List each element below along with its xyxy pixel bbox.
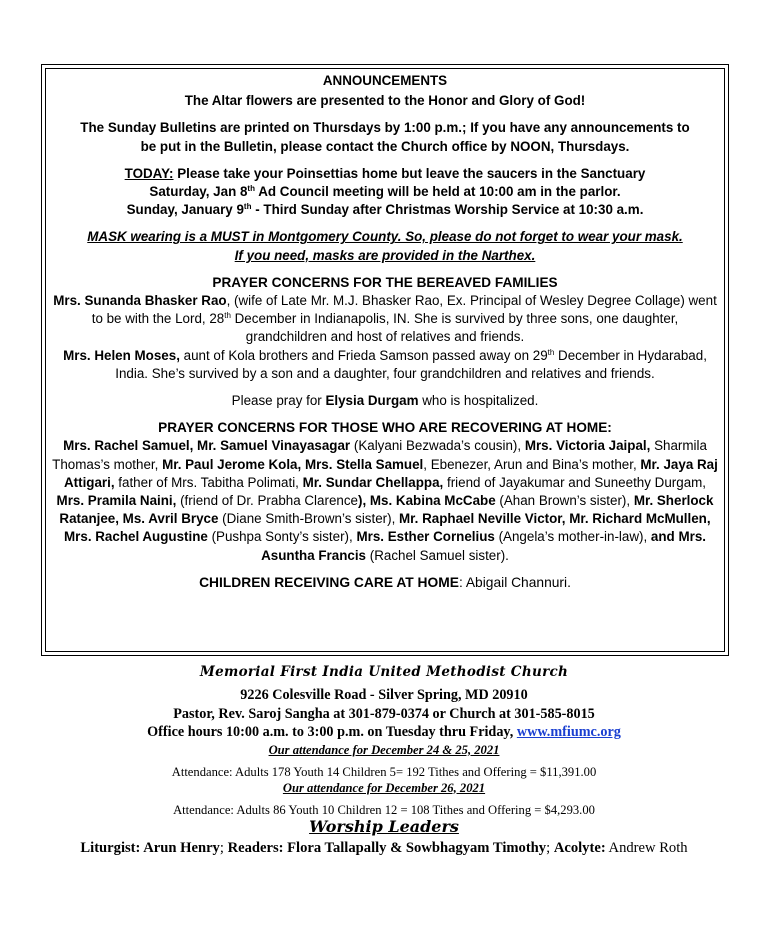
bereaved-heading: PRAYER CONCERNS FOR THE BEREAVED FAMILIES xyxy=(212,274,558,290)
children-care-note: CHILDREN RECEIVING CARE AT HOME: Abigail Channuri. xyxy=(199,574,571,590)
recovering-heading: PRAYER CONCERNS FOR THOSE WHO ARE RECOVERING AT HOME: xyxy=(158,420,612,436)
worship-leaders-heading: Worship Leaders xyxy=(309,816,459,836)
altar-flowers-note: The Altar flowers are presented to the Honor and Glory of God! xyxy=(184,93,586,109)
recovering-list: Mrs. Rachel Samuel, Mr. Samuel Vinayasagar (Kalyani Bezwada’s cousin), Mrs. Victoria Jaipal, Sharmila Thomas’s mother, Mr. Paul Jerome Kola, Mrs. Stella Samuel, Ebenezer, Arun and Bina’s mother, Mr. Jaya Raj Attigari, father of Mrs. Tabitha Polimati, Mr. Sundar Chellappa, friend of Jayakumar and Suneethy Durgam, Mrs. Pramila Naini, (friend of Dr. Prabha Clarence), Ms. Kabina McCabe (Ahan Brown’s sister), Mr. Sherlock Ratanjee, Ms. Avril Bryce (Diane Smith-Brown’s sister), Mr. Raphael Neville Victor, Mr. Richard McMullen, Mrs. Rachel Augustine (Pushpa Sonty’s sister), Mrs. Esther Cornelius (Angela’s mother-in-law), and Mrs. Asuntha Francis (Rachel Samuel sister). xyxy=(52,438,718,563)
bereaved-entry-moses: Mrs. Helen Moses, aunt of Kola brothers and Frieda Samson passed away on 29th December in Hydarabad, India. She’s survived by a son and a daughter, four grandchildren and relatives and friends. xyxy=(63,347,707,381)
children-care-name: Abigail Channuri. xyxy=(465,574,571,590)
website-link[interactable]: www.mfiumc.org xyxy=(516,724,621,740)
children-care-label: CHILDREN RECEIVING CARE AT HOME xyxy=(199,574,459,590)
bereaved-entry-rao: Mrs. Sunanda Bhasker Rao, (wife of Late Mr. M.J. Bhasker Rao, Ex. Principal of Wesley Degree Collage) went to be with the Lord, 28th December in Indianapolis, IN. She is survived by three sons, one daughter, grandchildren and host of relatives and friends. xyxy=(53,293,717,345)
today-text: Please take your Poinsettias home but leave the saucers in the Sanctuary xyxy=(173,165,646,181)
attendance-dec26: Attendance: Adults 86 Youth 10 Children 12 = 108 Tithes and Offering = $4,293.00 xyxy=(173,802,595,817)
church-name: Memorial First India United Methodist Church xyxy=(199,664,569,680)
sunday-note: Sunday, January 9th - Third Sunday after Christmas Worship Service at 10:30 a.m. xyxy=(126,202,644,218)
mask-line-2: If you need, masks are provided in the Narthex. xyxy=(234,247,536,263)
bulletin-note xyxy=(50,119,720,155)
worship-leaders-line: Liturgist: Arun Henry; Readers: Flora Tallapally & Sowbhagyam Timothy; Acolyte: Andrew Roth xyxy=(80,839,688,856)
announcements-box xyxy=(41,64,729,656)
church-address: 9226 Colesville Road - Silver Spring, MD 20910 xyxy=(240,687,528,703)
announcements-inner xyxy=(45,68,725,652)
announcements-title: ANNOUNCEMENTS xyxy=(322,73,448,88)
today-label: TODAY: xyxy=(124,165,174,181)
bulletin-footer xyxy=(0,662,768,858)
bulletin-line-1: The Sunday Bulletins are printed on Thursdays by 1:00 p.m.; If you have any announcements to xyxy=(80,120,690,136)
attendance-heading-christmas: Our attendance for December 24 & 25, 2021 xyxy=(268,742,500,757)
attendance-heading-dec26: Our attendance for December 26, 2021 xyxy=(282,780,486,795)
office-hours: Office hours 10:00 a.m. to 3:00 p.m. on Tuesday thru Friday, www.mfiumc.org xyxy=(147,724,621,740)
mask-line-1: MASK wearing is a MUST in Montgomery County. So, please do not forget to wear your mask. xyxy=(87,229,683,245)
bulletin-line-2: be put in the Bulletin, please contact the Church office by NOON, Thursdays. xyxy=(140,138,630,154)
today-note xyxy=(50,165,720,220)
pastor-contact: Pastor, Rev. Saroj Sangha at 301-879-0374 or Church at 301-585-8015 xyxy=(173,705,595,722)
hospitalized-note: Please pray for Elysia Durgam who is hospitalized. xyxy=(231,393,539,409)
saturday-note: Saturday, Jan 8th Ad Council meeting will be held at 10:00 am in the parlor. xyxy=(149,184,621,200)
attendance-christmas: Attendance: Adults 178 Youth 14 Children 5= 192 Tithes and Offering = $11,391.00 xyxy=(171,764,597,779)
mask-note xyxy=(50,228,720,264)
